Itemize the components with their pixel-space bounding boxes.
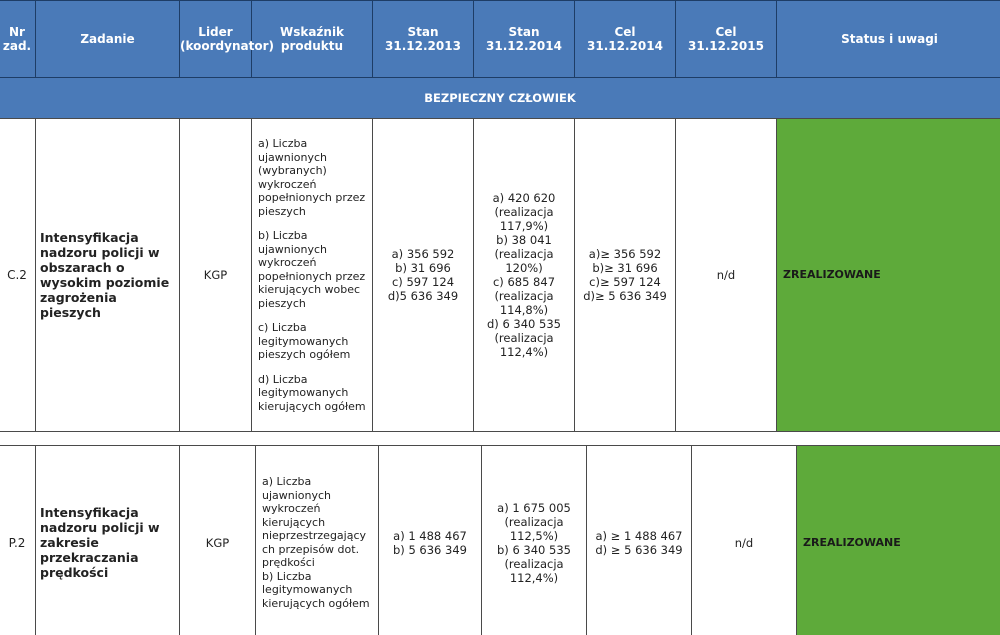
- header-cel-2014: Cel 31.12.2014: [575, 1, 676, 78]
- header-wskaznik: Wskaźnik produktu: [252, 1, 373, 78]
- table-row: [0, 445, 1000, 635]
- value-line: a) ≥ 1 488 467: [595, 528, 683, 543]
- value-line: 120%): [505, 261, 543, 275]
- target-2014: [575, 119, 676, 432]
- header-cel-2015: Cel 31.12.2015: [676, 1, 777, 78]
- value-line: c) 597 124: [391, 275, 455, 289]
- value-line: d) 6 340 535: [487, 317, 561, 331]
- target-2014: [587, 446, 692, 635]
- value-line: 112,4%): [509, 570, 559, 585]
- header-stan-2014: Stan 31.12.2014: [474, 1, 575, 78]
- task-leader: KGP: [180, 446, 256, 635]
- task-number: P.2: [0, 446, 36, 635]
- value-line: d) ≥ 5 636 349: [595, 542, 683, 557]
- indicator-item: c) Liczba legitymowanych pieszych ogółem: [258, 321, 351, 361]
- header-nr: Nr zad.: [0, 1, 36, 78]
- value-line: b) 31 696: [395, 261, 451, 275]
- state-2013: [379, 446, 482, 635]
- state-2014: [482, 446, 587, 635]
- indicator-item: b) Liczba ujawnionych wykroczeń popełnionych przez kierujących wobec pieszych: [258, 229, 366, 310]
- value-line: a) 356 592: [391, 247, 455, 261]
- task-leader: KGP: [180, 119, 252, 432]
- table-header: [0, 0, 1000, 78]
- header-zadanie: Zadanie: [36, 1, 180, 78]
- value-line: 114,8%): [499, 303, 549, 317]
- value-line: (realizacja: [504, 514, 564, 529]
- value-line: (realizacja: [504, 556, 564, 571]
- indicator-item: d) Liczba legitymowanych kierujących ogółem: [258, 372, 366, 413]
- value-line: b) 38 041: [496, 233, 552, 247]
- table-row: [0, 118, 1000, 432]
- product-indicator: [252, 119, 373, 432]
- indicator-item: a) Liczba ujawnionych wykroczeń kierujących nieprzestrzegający ch przepisów dot. prędkości: [262, 475, 367, 569]
- value-line: b)≥ 31 696: [592, 261, 658, 275]
- status-badge: ZREALIZOWANE: [797, 446, 1000, 635]
- value-line: (realizacja: [494, 331, 554, 345]
- target-2015: n/d: [676, 119, 777, 432]
- status-badge: ZREALIZOWANE: [777, 119, 1000, 432]
- value-line: 117,9%): [499, 219, 549, 233]
- header-lider: Lider (koordynator): [180, 1, 252, 78]
- header-stan-2013: Stan 31.12.2013: [373, 1, 474, 78]
- indicator-item: b) Liczba legitymowanych kierujących ogółem: [262, 569, 370, 610]
- value-line: a) 1 488 467: [393, 528, 467, 543]
- value-line: (realizacja: [494, 247, 554, 261]
- value-line: (realizacja: [494, 289, 554, 303]
- value-line: d)5 636 349: [387, 289, 459, 303]
- target-2015: n/d: [692, 446, 797, 635]
- value-line: b) 6 340 535: [497, 542, 571, 557]
- section-title: BEZPIECZNY CZŁOWIEK: [0, 78, 1000, 119]
- value-line: c)≥ 597 124: [589, 275, 661, 289]
- product-indicator: [256, 446, 379, 635]
- page-break: [0, 432, 1000, 445]
- value-line: 112,5%): [509, 528, 559, 543]
- value-line: a) 1 675 005: [497, 500, 571, 515]
- value-line: c) 685 847: [492, 275, 556, 289]
- value-line: a) 420 620: [492, 191, 556, 205]
- indicator-item: a) Liczba ujawnionych (wybranych) wykroczeń popełnionych przez pieszych: [258, 137, 366, 218]
- task-name: Intensyfikacja nadzoru policji w obszarach o wysokim poziomie zagrożenia pieszych: [36, 119, 180, 432]
- value-line: 112,4%): [499, 345, 549, 359]
- value-line: (realizacja: [494, 205, 554, 219]
- value-line: d)≥ 5 636 349: [583, 289, 667, 303]
- value-line: a)≥ 356 592: [588, 247, 662, 261]
- state-2014: [474, 119, 575, 432]
- task-name: Intensyfikacja nadzoru policji w zakresie przekraczania prędkości: [36, 446, 180, 635]
- header-status: Status i uwagi: [777, 1, 1000, 78]
- task-number: C.2: [0, 119, 36, 432]
- state-2013: [373, 119, 474, 432]
- value-line: b) 5 636 349: [393, 542, 467, 557]
